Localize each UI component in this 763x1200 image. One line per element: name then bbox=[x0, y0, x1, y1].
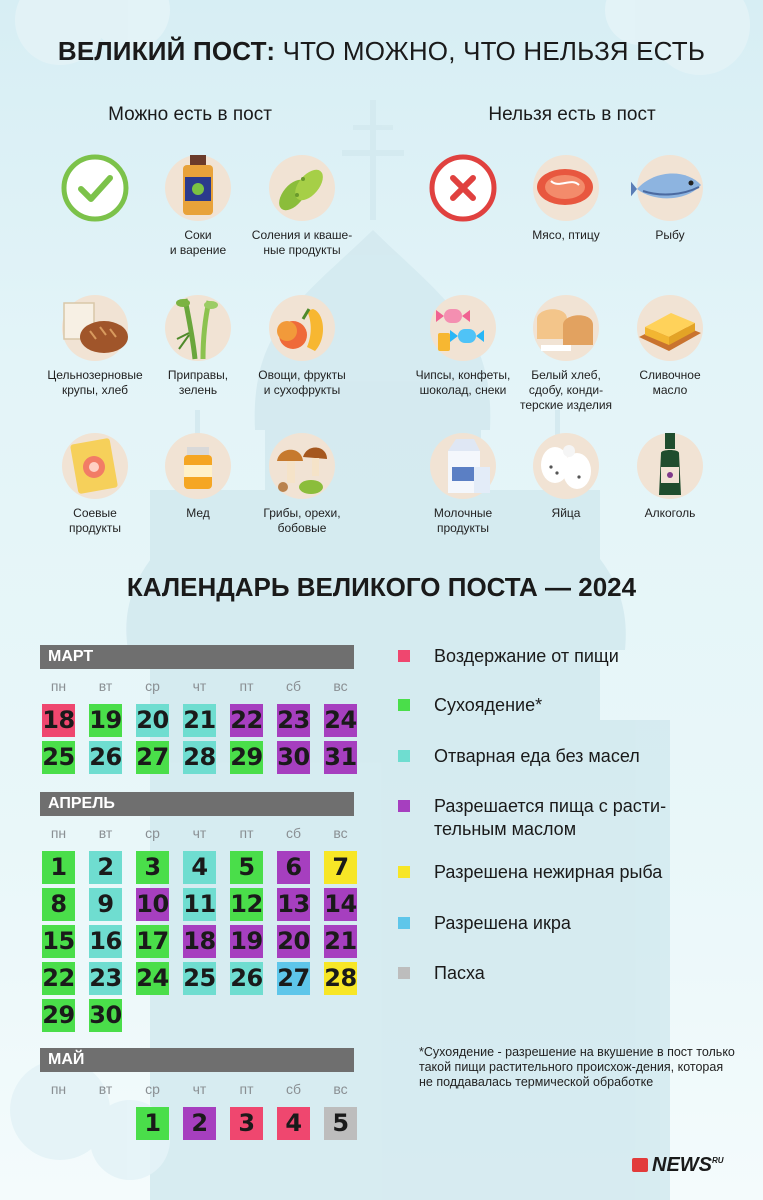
logo-name: NEWS bbox=[652, 1154, 712, 1176]
calendar-day: 22 bbox=[42, 962, 75, 995]
eggs-icon bbox=[533, 433, 599, 499]
weekday-label: вс bbox=[333, 1081, 348, 1097]
calendar-day: 21 bbox=[324, 925, 357, 958]
legend-label: Разрешается пища с расти- тельным маслом bbox=[434, 796, 667, 839]
calendar-day: 20 bbox=[136, 704, 169, 737]
calendar-day: 24 bbox=[324, 704, 357, 737]
month-header: МАЙ bbox=[40, 1048, 354, 1072]
legend-swatch bbox=[398, 866, 410, 878]
page-title-rest: ЧТО МОЖНО, ЧТО НЕЛЬЗЯ ЕСТЬ bbox=[275, 36, 706, 66]
food-label: Алкоголь bbox=[644, 506, 696, 520]
calendar-day: 18 bbox=[42, 704, 75, 737]
food-label: Чипсы, конфеты, шоколад, снеки bbox=[415, 368, 511, 397]
page-title bbox=[0, 36, 763, 67]
calendar-day: 29 bbox=[230, 741, 263, 774]
legend-swatch bbox=[398, 917, 410, 929]
calendar-day: 23 bbox=[277, 704, 310, 737]
weekday-label: пт bbox=[239, 1081, 254, 1097]
logo-suffix: RU bbox=[712, 1156, 724, 1165]
weekday-label: вт bbox=[98, 1081, 113, 1097]
weekday-label: сб bbox=[285, 1081, 302, 1097]
calendar-day: 19 bbox=[230, 925, 263, 958]
legend-swatch bbox=[398, 699, 410, 711]
bread-grain-icon bbox=[62, 295, 128, 361]
weekday-label: сб bbox=[285, 825, 302, 841]
calendar-day: 3 bbox=[230, 1107, 263, 1140]
month-header: МАРТ bbox=[40, 645, 354, 669]
calendar-day: 9 bbox=[89, 888, 122, 921]
calendar-day: 3 bbox=[136, 851, 169, 884]
allowed-food-item bbox=[237, 155, 367, 258]
allowed-food-item bbox=[237, 433, 367, 536]
weekday-label: ср bbox=[145, 1081, 160, 1097]
calendar-day: 8 bbox=[42, 888, 75, 921]
white-bread-icon bbox=[533, 295, 599, 361]
calendar-day: 25 bbox=[183, 962, 216, 995]
logo-mark-icon bbox=[632, 1158, 648, 1172]
candy-icon bbox=[430, 295, 496, 361]
legend-label: Разрешена икра bbox=[434, 913, 571, 933]
calendar-day: 5 bbox=[230, 851, 263, 884]
pickles-icon bbox=[269, 155, 335, 221]
soy-icon bbox=[62, 433, 128, 499]
weekday-label: вт bbox=[98, 825, 113, 841]
calendar-day: 22 bbox=[230, 704, 263, 737]
fish-icon bbox=[637, 155, 703, 221]
forbidden-food-item bbox=[605, 295, 735, 398]
weekday-label: сб bbox=[285, 678, 302, 694]
calendar-day: 5 bbox=[324, 1107, 357, 1140]
legend-label: Пасха bbox=[434, 963, 485, 983]
food-label: Белый хлеб, сдобу, конди- терские изделия bbox=[519, 368, 613, 412]
calendar-day: 24 bbox=[136, 962, 169, 995]
weekday-label: ср bbox=[145, 825, 160, 841]
food-label: Приправы, зелень bbox=[167, 368, 229, 397]
calendar-day: 2 bbox=[183, 1107, 216, 1140]
weekday-label: чт bbox=[192, 1081, 207, 1097]
news-logo bbox=[632, 1154, 724, 1177]
calendar-day: 28 bbox=[183, 741, 216, 774]
month-header: АПРЕЛЬ bbox=[40, 792, 354, 816]
calendar-day: 27 bbox=[277, 962, 310, 995]
weekday-label: чт bbox=[192, 678, 207, 694]
calendar-day: 1 bbox=[42, 851, 75, 884]
herbs-icon bbox=[165, 295, 231, 361]
calendar-day: 16 bbox=[89, 925, 122, 958]
legend-swatch bbox=[398, 800, 410, 812]
forbidden-food-item bbox=[605, 155, 735, 243]
calendar-day: 20 bbox=[277, 925, 310, 958]
calendar-day: 17 bbox=[136, 925, 169, 958]
allowed-food-item bbox=[237, 295, 367, 398]
calendar-day: 10 bbox=[136, 888, 169, 921]
forbidden-heading: Нельзя есть в пост bbox=[488, 104, 656, 125]
forbidden-food-item bbox=[605, 433, 735, 521]
mushrooms-icon bbox=[269, 433, 335, 499]
calendar-day: 28 bbox=[324, 962, 357, 995]
calendar-day: 26 bbox=[230, 962, 263, 995]
calendar-day: 12 bbox=[230, 888, 263, 921]
calendar-day: 21 bbox=[183, 704, 216, 737]
legend-label: Разрешена нежирная рыба bbox=[434, 862, 663, 882]
food-label: Соевые продукты bbox=[68, 506, 122, 535]
calendar-day: 4 bbox=[277, 1107, 310, 1140]
wine-bottle-icon bbox=[637, 433, 703, 499]
legend-swatch bbox=[398, 650, 410, 662]
legend-label: Воздержание от пищи bbox=[434, 646, 619, 666]
food-label: Сливочное масло bbox=[639, 368, 701, 397]
calendar-day: 26 bbox=[89, 741, 122, 774]
weekday-label: ср bbox=[145, 678, 160, 694]
food-label: Мед bbox=[186, 506, 210, 520]
food-label: Цельнозерновые крупы, хлеб bbox=[47, 368, 143, 397]
legend-swatch bbox=[398, 750, 410, 762]
weekday-label: вс bbox=[333, 825, 348, 841]
legend-label: Отварная еда без масел bbox=[434, 746, 640, 766]
meat-icon bbox=[533, 155, 599, 221]
food-label: Молочные продукты bbox=[433, 506, 493, 535]
calendar-day: 30 bbox=[89, 999, 122, 1032]
page-title-bold: ВЕЛИКИЙ ПОСТ: bbox=[57, 36, 276, 66]
calendar-day: 14 bbox=[324, 888, 357, 921]
food-label: Грибы, орехи, бобовые bbox=[263, 506, 341, 535]
food-label: Рыбу bbox=[655, 228, 685, 242]
cross-icon bbox=[430, 155, 496, 221]
calendar-day: 6 bbox=[277, 851, 310, 884]
weekday-label: вс bbox=[333, 678, 348, 694]
calendar-day: 2 bbox=[89, 851, 122, 884]
calendar-day: 11 bbox=[183, 888, 216, 921]
calendar-day: 18 bbox=[183, 925, 216, 958]
calendar-title: КАЛЕНДАРЬ ВЕЛИКОГО ПОСТА — 2024 bbox=[126, 572, 637, 602]
calendar-day: 19 bbox=[89, 704, 122, 737]
food-label: Мясо, птицу bbox=[532, 228, 600, 242]
weekday-label: пт bbox=[239, 825, 254, 841]
calendar-day: 27 bbox=[136, 741, 169, 774]
weekday-label: вт bbox=[98, 678, 113, 694]
calendar-day: 29 bbox=[42, 999, 75, 1032]
legend-swatch bbox=[398, 967, 410, 979]
calendar-day: 13 bbox=[277, 888, 310, 921]
food-label: Овощи, фрукты и сухофрукты bbox=[258, 368, 346, 397]
legend-label: Сухоядение* bbox=[434, 695, 543, 715]
footnote: *Сухоядение - разрешение на вкушение в пост только такой пищи растительного происхож-дения, которая не поддавалась термической обработке bbox=[419, 1045, 735, 1089]
calendar-day: 7 bbox=[324, 851, 357, 884]
food-label: Соления и кваше- ные продукты bbox=[251, 228, 353, 257]
honey-jar-icon bbox=[165, 433, 231, 499]
butter-icon bbox=[637, 295, 703, 361]
checkmark-icon bbox=[62, 155, 128, 221]
juice-bottle-icon bbox=[165, 155, 231, 221]
weekday-label: чт bbox=[192, 825, 207, 841]
food-label: Соки и варение bbox=[169, 228, 227, 257]
calendar-day: 31 bbox=[324, 741, 357, 774]
weekday-label: пт bbox=[239, 678, 254, 694]
calendar-day: 30 bbox=[277, 741, 310, 774]
milk-icon bbox=[430, 433, 496, 499]
calendar-day: 23 bbox=[89, 962, 122, 995]
calendar-day: 15 bbox=[42, 925, 75, 958]
calendar-day: 1 bbox=[136, 1107, 169, 1140]
weekday-label: пн bbox=[50, 825, 67, 841]
weekday-label: пн bbox=[50, 1081, 67, 1097]
calendar-day: 25 bbox=[42, 741, 75, 774]
vegetables-icon bbox=[269, 295, 335, 361]
food-label: Яйца bbox=[551, 506, 581, 520]
allowed-heading: Можно есть в пост bbox=[108, 104, 272, 125]
weekday-label: пн bbox=[50, 678, 67, 694]
calendar-day: 4 bbox=[183, 851, 216, 884]
